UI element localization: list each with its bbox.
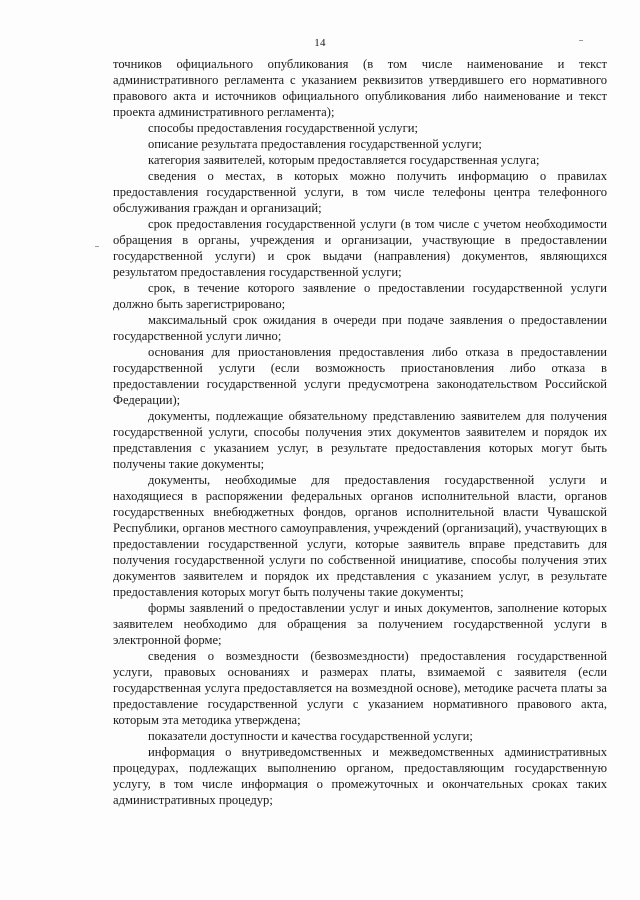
page-number: 14 xyxy=(314,37,326,49)
paragraph: срок предоставления государственной услуги (в том числе с учетом необходимости обращения в органы, учреждения и организации, участвующие в предоставлении государственной услуги) и срок выдачи (направления) документов, являющихся результатом предоставления государственной услуги; xyxy=(113,217,607,279)
paragraph: основания для приостановления предоставления либо отказа в предоставлении государственной услуги (если возможность приостановления либо отказа в предоставлении государственной услуги предусмотрена законодательством Российской Федерации); xyxy=(113,345,607,407)
scan-mark xyxy=(95,246,99,247)
scan-mark xyxy=(579,40,583,41)
paragraph: категория заявителей, которым предоставляется государственная услуга; xyxy=(148,153,540,167)
paragraph: сведения о местах, в которых можно получить информацию о правилах предоставления государственной услуги, в том числе телефоны центра телефонного обслуживания граждан и организаций; xyxy=(113,169,607,215)
paragraph: документы, необходимые для предоставления государственной услуги и находящиеся в распоряжении федеральных органов исполнительной власти, органов государственных внебюджетных фондов, органов исполнительной власти Чувашской Республики, органов местного самоуправления, учреждений (организаций), участвующих в предоставлении государственной услуги, которые заявитель вправе представить для получения государственной услуги по собственной инициативе, способы получения этих документов заявителем и порядок их представления с указанием услуг, в результате предоставления которых могут быть получены такие документы; xyxy=(113,473,607,599)
paragraph: описание результата предоставления государственной услуги; xyxy=(148,137,482,151)
paragraph: точников официального опубликования (в том числе наименование и текст административного регламента с указанием реквизитов утвердившего его нормативного правового акта и источников официального опубликования либо наименование и текст проекта административного регламента); xyxy=(113,57,607,119)
paragraph: максимальный срок ожидания в очереди при подаче заявления о предоставлении государственной услуги лично; xyxy=(113,313,607,343)
paragraph: способы предоставления государственной услуги; xyxy=(148,121,419,135)
body-text xyxy=(113,56,607,808)
paragraph: информация о внутриведомственных и межведомственных административных процедурах, подлежащих выполнению органом, предоставляющим государственную услугу, в том числе информация о промежуточных и окончательных сроках таких административных процедур; xyxy=(113,745,607,807)
paragraph: срок, в течение которого заявление о предоставлении государственной услуги должно быть зарегистрировано; xyxy=(113,281,607,311)
paragraph: сведения о возмездности (безвозмездности) предоставления государственной услуги, правовых основаниях и размерах платы, взимаемой с заявителя (если государственная услуга предоставляется на возмездной основе), методике расчета платы за предоставление государственной услуги с указанием нормативного правового акта, которым эта методика утверждена; xyxy=(113,649,607,727)
paragraph: формы заявлений о предоставлении услуг и иных документов, заполнение которых заявителем необходимо для обращения за получением государственной услуги в электронной форме; xyxy=(113,601,607,647)
paragraph: показатели доступности и качества государственной услуги; xyxy=(148,729,473,743)
paragraph: документы, подлежащие обязательному представлению заявителем для получения государственной услуги, способы получения этих документов заявителем и порядок их представления с указанием услуг, в результате предоставления которых могут быть получены такие документы; xyxy=(113,409,607,471)
